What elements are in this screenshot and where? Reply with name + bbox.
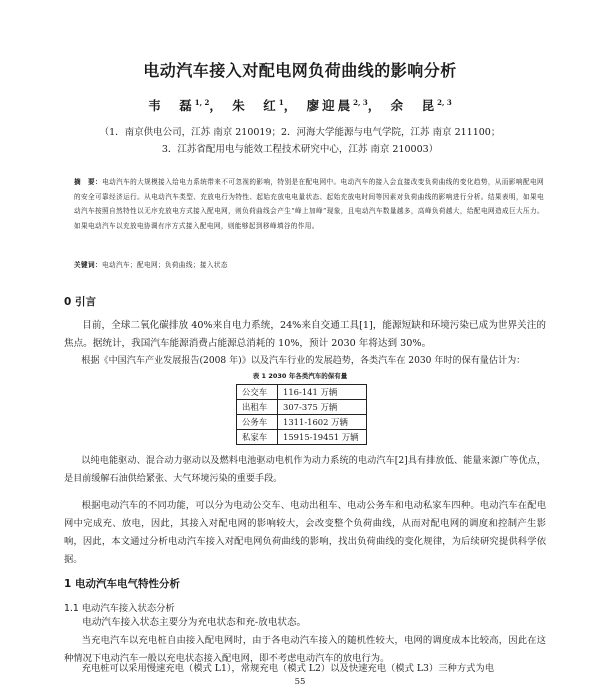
abstract [74,175,544,233]
author-name: 余 昆 [390,98,438,113]
author-affil-mark: 1 [278,97,284,107]
author-name: 廖迎晨 [306,98,354,113]
table-row [237,415,367,430]
subsection-heading-1-1: 1.1 电动汽车接入状态分析 [64,603,175,614]
vehicle-count-table [236,384,367,445]
paragraph-section-1: 电动汽车接入状态主要分为充电状态和充-放电状态。 [82,617,307,628]
table-caption: 表 1 2030 年各类汽车的保有量 [252,372,348,380]
abstract-text: 电动汽车的大规模接入给电力系统带来不可忽视的影响，特别是在配电网中。电动汽车的接入会直接改变负荷曲线的变化趋势，从而影响配电网的安全可靠经济运行。从电动汽车类型、充放电行为特性、起始充放电电量状态、起始充放电时间等因素对负荷曲线的影响进行分析。结果表明，如果电动汽车按照自然特性以无序充放电方式接入配电网，则负荷曲线会产生“峰上加峰”现象，且电动汽车数量越多，高峰负荷越大，给配电网造成巨大压力。如果电动汽车以充放电协调有序方式接入配电网，则能够起到移峰填谷的作用。 [74,178,544,230]
author-affil-mark: 1, 2 [194,97,210,107]
table-cell-type: 公务车 [237,415,278,430]
table-row [237,430,367,445]
abstract-label: 摘 要： [74,178,103,186]
table-cell-value: 1311-1602 万辆 [278,415,367,430]
keywords [74,259,544,269]
table-cell-type: 出租车 [237,400,278,415]
keywords-text: 电动汽车；配电网；负荷曲线；接入状态 [101,261,228,269]
author-affil-mark: 2, 3 [437,97,452,107]
section-heading-1: 1 电动汽车电气特性分析 [64,578,180,590]
table-row [237,400,367,415]
affiliation-line-2: 3．江苏省配用电与能效工程技术研究中心，江苏 南京 210003） [161,144,439,155]
paragraph-section-3: 充电桩可以采用慢速充电（模式 L1），常规充电（模式 L2）以及快速充电（模式 L3）三种方式为电 [81,663,495,674]
section-heading-introduction: 0 引言 [64,296,96,308]
author-list [0,96,600,114]
keywords-label: 关键词： [74,261,102,269]
paragraph-intro-1: 目前，全球二氧化碳排放 40%来自电力系统，24%来自交通工具[1]，能源短缺和环境污染已成为世界关注的焦点。据统计，我国汽车能源消费占能源总消耗的 10%，预计 2030 年将达到 30%。 [64,320,546,349]
table-row [237,385,367,400]
table-cell-value: 307-375 万辆 [278,400,367,415]
table-cell-value: 116-141 万辆 [278,385,367,400]
paragraph-section-2: 当充电汽车以充电桩自由接入配电网时，由于各电动汽车接入的随机性较大，电网的调度成本比较高，因此在这种情况下电动汽车一般以充电状态接入配电网，即不考虑电动汽车的放电行为。 [64,635,546,664]
author-affil-mark: 2, 3 [353,97,368,107]
author-name: 朱 红 [232,98,279,113]
page-number: 55 [294,677,306,687]
author-separator: ， [283,98,300,113]
table-cell-value: 15915-19451 万辆 [278,430,367,445]
table-cell-type: 私家车 [237,430,278,445]
paragraph-intro-3: 以纯电能驱动、混合动力驱动以及燃料电池驱动电机作为动力系统的电动汽车[2]具有排放低、能量来源广等优点，是目前缓解石油供给紧张、大气环境污染的重要手段。 [64,456,546,484]
paper-title: 电动汽车接入对配电网负荷曲线的影响分析 [143,61,457,80]
paragraph-intro-4: 根据电动汽车的不同功能，可以分为电动公交车、电动出租车、电动公务车和电动私家车四种。电动汽车在配电网中完成充、放电，因此，其接入对配电网的影响较大，会改变整个负荷曲线，从而对配电网的调度和控制产生影响，因此，本文通过分析电动汽车接入对配电网负荷曲线的影响，找出负荷曲线的变化规律，为后续研究提供科学依据。 [64,500,546,565]
table-cell-type: 公交车 [237,385,278,400]
affiliation-line-1: （1．南京供电公司，江苏 南京 210019；2．河海大学能源与电气学院，江苏 南京 211100； [99,127,501,138]
author-separator: ， [367,98,384,113]
paragraph-intro-2: 根据《中国汽车产业发展报告(2008 年)》以及汽车行业的发展趋势，各类汽车在 2030 年时的保有量估计为： [81,356,526,366]
author-separator: ， [209,98,225,113]
author-name: 韦 磊 [148,98,195,113]
